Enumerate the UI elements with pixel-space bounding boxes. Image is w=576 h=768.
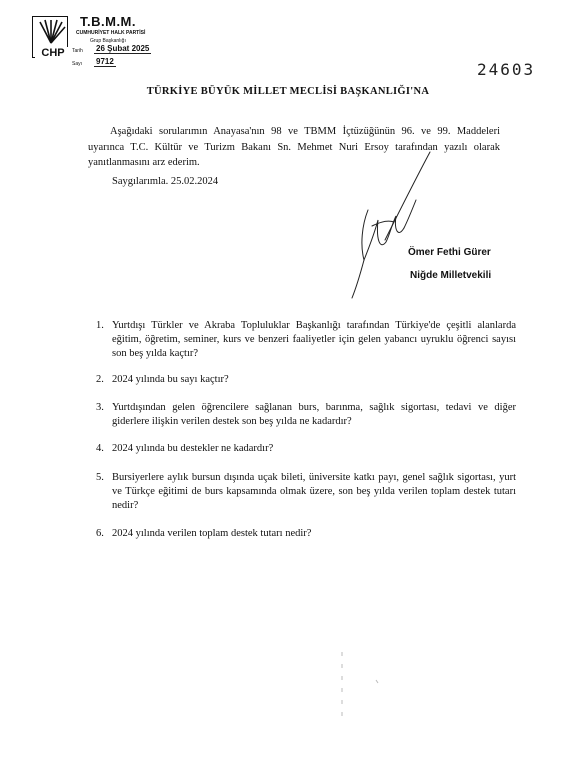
stamp-group: Grup Başkanlığı bbox=[90, 38, 126, 44]
question-text: Bursiyerlere aylık bursun dışında uçak bileti, üniversite katkı payı, genel sağlık sigortası, yurt ve Türkçe eğitimi de burs kapsamında olmak üzere, son beş yılda verilen toplam destek tutarı nedir? bbox=[112, 472, 516, 511]
question-item bbox=[96, 442, 516, 456]
document-heading: TÜRKİYE BÜYÜK MİLLET MECLİSİ BAŞKANLIĞI'NA bbox=[146, 86, 430, 97]
stamp-party: CUMHURİYET HALK PARTİSİ bbox=[76, 30, 146, 36]
stamp-date-label: Tarih bbox=[72, 48, 83, 54]
chp-logo bbox=[32, 16, 68, 58]
question-item bbox=[96, 373, 516, 387]
document-number: 24603 bbox=[477, 60, 536, 79]
stamp-date-value: 26 Şubat 2025 bbox=[96, 44, 150, 53]
stamp-title: T.B.M.M. bbox=[80, 14, 136, 29]
question-item bbox=[96, 527, 516, 541]
greeting: Saygılarımla. 25.02.2024 bbox=[112, 176, 219, 187]
question-item bbox=[96, 319, 516, 361]
question-number: 2. bbox=[96, 374, 104, 385]
question-number: 5. bbox=[96, 472, 104, 483]
question-item bbox=[96, 401, 516, 429]
question-number: 6. bbox=[96, 528, 104, 539]
signer-name: Ömer Fethi Gürer bbox=[408, 247, 491, 258]
six-arrows-icon bbox=[36, 19, 66, 45]
question-text: 2024 yılında bu destekler ne kadardır? bbox=[112, 443, 274, 454]
question-text: 2024 yılında bu sayı kaçtır? bbox=[112, 374, 229, 385]
question-item bbox=[96, 471, 516, 513]
stamp-number-value: 9712 bbox=[96, 57, 114, 66]
question-number: 3. bbox=[96, 402, 104, 413]
question-text: 2024 yılında verilen toplam destek tutarı nedir? bbox=[112, 528, 312, 539]
question-text: Yurtdışından gelen öğrencilere sağlanan burs, barınma, sağlık sigortası, tedavi ve diğer giderlere ilişkin verilen destek son beş yılda ne kadardır? bbox=[112, 402, 516, 427]
signer-title: Niğde Milletvekili bbox=[410, 270, 492, 281]
stamp-number-label: Sayı bbox=[72, 61, 83, 67]
question-text: Yurtdışı Türkler ve Akraba Topluluklar Başkanlığı tarafından Türkiye'de çeşitli alanlarda eğitim, öğretim, seminer, kurs ve benzeri faaliyetler için gelen yabancı uyruklu öğrenci sayısı son beş yılda kaçtır? bbox=[112, 320, 516, 359]
tbmm-receipt-stamp bbox=[30, 14, 180, 72]
scan-marks bbox=[330, 650, 390, 730]
question-number: 4. bbox=[96, 443, 104, 454]
body-text: Aşağıdaki sorularımın Anayasa'nın 98 ve TBMM İçtüzüğünün 96. ve 99. Maddeleri uyarınca T.C. Kültür ve Turizm Bakanı Sn. Mehmet Nuri Ersoy tarafından yazılı olarak yanıtlanmasını arz ederim. bbox=[88, 126, 500, 168]
chp-logo-text: CHP bbox=[35, 47, 71, 59]
question-number: 1. bbox=[96, 320, 104, 331]
